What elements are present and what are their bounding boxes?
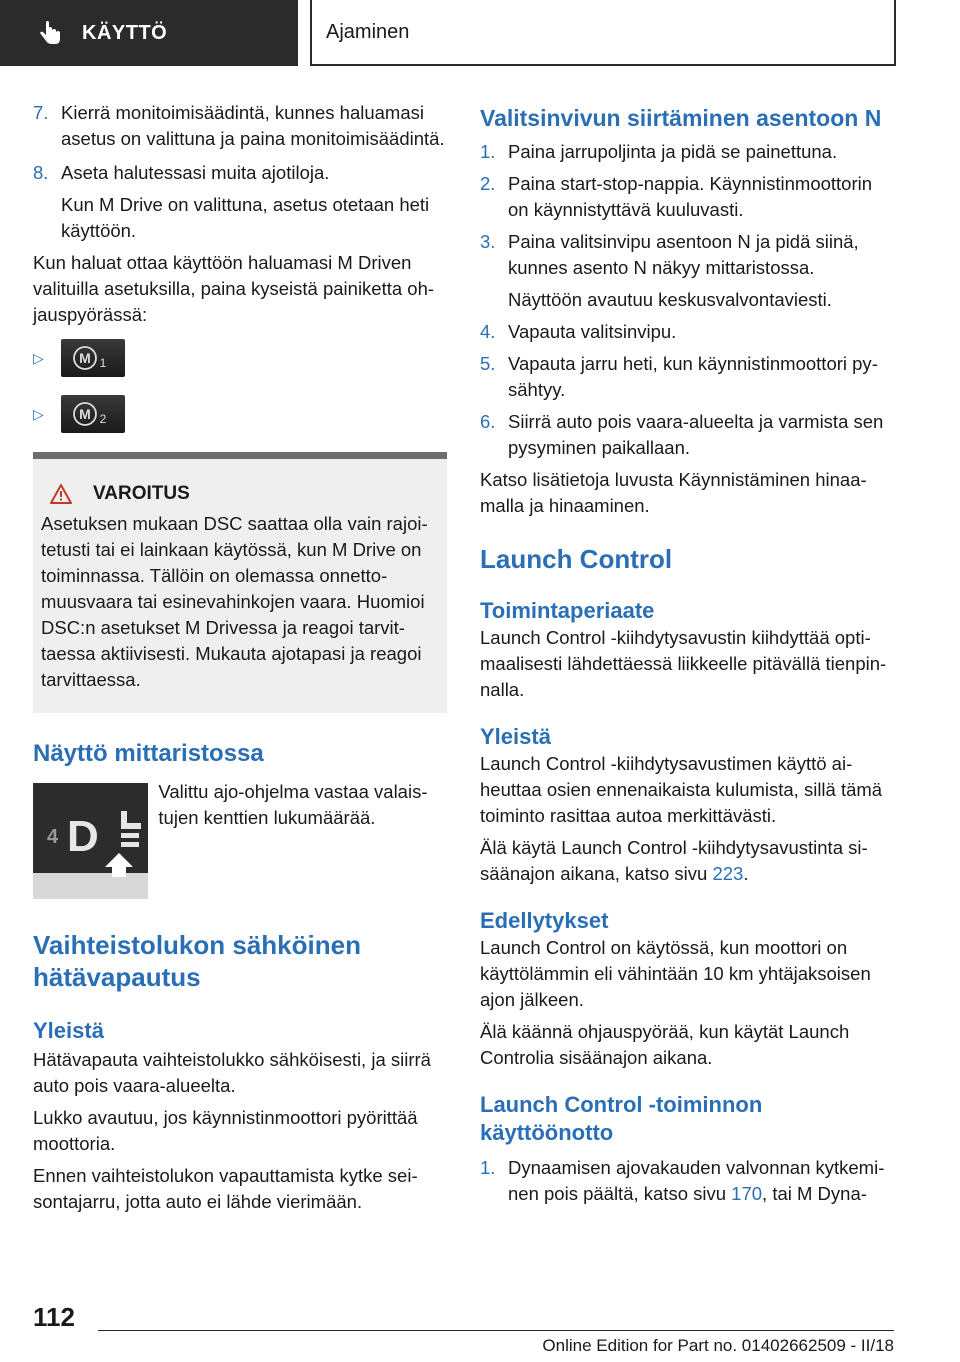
list-number: 1. <box>480 1157 496 1178</box>
m1-button-image <box>61 339 125 377</box>
right-column <box>480 100 894 1207</box>
m-drive-icon <box>70 399 116 429</box>
activation-heading: Launch Control -toiminnon käyttöönotto <box>480 1092 763 1145</box>
list-text: Siirrä auto pois vaara-alueelta ja varmista sen pysyminen paikallaan. <box>508 411 884 458</box>
requirements-heading: Edellytykset <box>480 908 609 933</box>
launch-heading: Launch Control <box>480 544 673 574</box>
arrow-icon: ▷ <box>33 350 44 366</box>
m2-button-image <box>61 395 125 433</box>
list-item <box>480 319 894 345</box>
list-number: 1. <box>480 141 496 162</box>
edition-note: Online Edition for Part no. 01402662509 - II/18 <box>542 1336 894 1355</box>
requirements-text: Launch Control on käytössä, kun moottori on käyttölämmin eli vähintään 10 km yhtäjaksoisen ajon jälkeen. <box>480 937 871 1010</box>
m1-button-row <box>33 338 447 378</box>
list-number: 6. <box>480 411 496 432</box>
tow-reference: Katso lisätietoja luvusta Käynnistäminen hinaamalla ja hinaaminen. <box>480 469 867 516</box>
list-number: 8. <box>33 162 49 183</box>
list-text: Kierrä monitoimisäädintä, kunnes haluamasi asetus on valittuna ja paina monitoimisäädintä. <box>61 102 445 149</box>
left-column <box>33 100 447 1215</box>
general-heading-left: Yleistä <box>33 1018 104 1043</box>
list-number: 4. <box>480 321 496 342</box>
list-item <box>480 351 894 403</box>
display-heading: Näyttö mittaristossa <box>33 740 264 767</box>
warning-triangle-icon <box>49 483 73 505</box>
svg-text:1: 1 <box>99 356 107 370</box>
m-drive-icon <box>70 343 116 373</box>
list-item <box>480 139 894 165</box>
list-text: Aseta halutessasi muita ajotiloja. <box>61 162 330 183</box>
general-text: Launch Control -kiihdytysavustimen käyttö aiheuttaa osien ennenaikaista kulumista, sillä tämä toiminto rasittaa autoa merkittävästi. <box>480 753 883 826</box>
neutral-heading: Valitsinvivun siirtäminen asentoon N <box>480 105 882 131</box>
list-text: Vapauta valitsinvipu. <box>508 321 677 342</box>
list-item <box>480 1155 894 1207</box>
list-item <box>480 409 894 461</box>
list-item <box>480 171 894 223</box>
svg-text:4: 4 <box>47 826 59 848</box>
principle-text: Launch Control -kiihdytysavustin kiihdyttää optimaalisesti lähdettäessä liikkeelle pitävällä tienpinnalla. <box>480 627 887 700</box>
page-number: 112 <box>33 1302 75 1332</box>
list-text: Paina start-stop-nappia. Käynnistinmoottorin on käynnistyttävä kuuluvasti. <box>508 173 873 220</box>
gear-display-icon <box>33 783 148 899</box>
list-number: 3. <box>480 231 496 252</box>
warning-box <box>33 452 447 713</box>
list-item <box>480 229 894 281</box>
page-link-223[interactable]: 223 <box>712 863 744 884</box>
list-text: Paina jarrupoljinta ja pidä se painettuna. <box>508 141 838 162</box>
list-text: Vapauta jarru heti, kun käynnistinmoottori pysähtyy. <box>508 353 878 400</box>
svg-text:D: D <box>67 812 99 861</box>
general-heading-right: Yleistä <box>480 724 551 749</box>
section-tab <box>0 0 298 66</box>
instrument-display-image <box>33 783 148 899</box>
list-text: Dynaamisen ajovakauden valvonnan kytkeminen pois päältä, katso sivu 170, tai M Dyna- <box>508 1157 885 1204</box>
svg-text:M: M <box>79 350 91 366</box>
display-text: Valittu ajo-ohjelma vastaa valaistujen kenttien lukumäärää. <box>158 781 428 828</box>
chapter-tab <box>310 0 896 66</box>
paragraph: Ennen vaihteistolukon vapauttamista kytke seisontajarru, jotta auto ei lähde vierimään. <box>33 1165 418 1212</box>
svg-text:M: M <box>79 406 91 422</box>
list-number: 5. <box>480 353 496 374</box>
item-note: Kun M Drive on valittuna, asetus otetaan heti käyttöön. <box>61 194 430 241</box>
step-note: Näyttöön avautuu keskusvalvontaviesti. <box>508 289 832 310</box>
warning-title: VAROITUS <box>93 483 190 504</box>
paragraph: Hätävapauta vaihteistolukko sähköisesti, ja siirrä auto pois vaara-alueelta. <box>33 1049 431 1096</box>
list-item <box>33 160 447 186</box>
hand-pointer-icon <box>38 20 64 46</box>
breakin-paragraph: Älä käytä Launch Control -kiihdytysavustinta sisäänajon aikana, katso sivu 223. <box>480 837 868 884</box>
chapter-title: Ajaminen <box>326 21 410 43</box>
list-number: 2. <box>480 173 496 194</box>
principle-heading: Toimintaperiaate <box>480 598 655 623</box>
arrow-icon: ▷ <box>33 406 44 422</box>
svg-text:2: 2 <box>99 412 107 426</box>
list-item <box>33 100 447 152</box>
steering-text: Älä käännä ohjauspyörää, kun käytät Launch Controlia sisäänajon aikana. <box>480 1021 850 1068</box>
intro-paragraph: Kun haluat ottaa käyttöön haluamasi M Driven valituilla asetuksilla, paina kyseistä painiketta ohjauspyörässä: <box>33 252 435 325</box>
list-text: Paina valitsinvipu asentoon N ja pidä siinä, kunnes asento N näkyy mittaristossa. <box>508 231 859 278</box>
release-heading: Vaihteistolukon sähköinen hätävapautus <box>33 930 361 992</box>
warning-title-row <box>49 481 439 507</box>
list-number: 7. <box>33 102 49 123</box>
footer-divider <box>98 1330 894 1331</box>
paragraph: Lukko avautuu, jos käynnistinmoottori pyörittää moottoria. <box>33 1107 418 1154</box>
display-section <box>33 783 447 899</box>
warning-text: Asetuksen mukaan DSC saattaa olla vain rajoitetusti tai ei lainkaan käytössä, kun M Drive on toiminnassa. Tällöin on olemassa onnettomuusvaara tai esinevahinkojen vaara. Huomioi DSC:n asetukset M Drivessa ja reagoi tarvittaessa aktiivisesti. Mukauta ajotapasi ja reagoi tarvittaessa. <box>41 513 428 690</box>
page-link-170[interactable]: 170 <box>731 1183 763 1204</box>
section-title: KÄYTTÖ <box>82 22 168 44</box>
m2-button-row <box>33 394 447 434</box>
